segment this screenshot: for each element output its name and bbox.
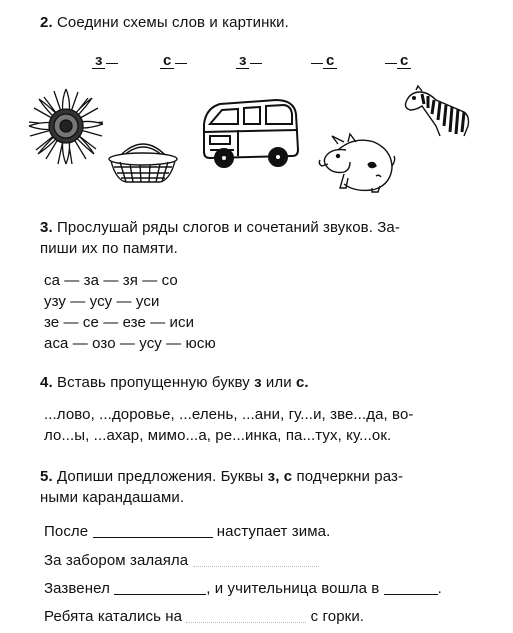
task5-heading — [40, 468, 403, 485]
scheme-letter: з — [236, 54, 249, 69]
scheme-1 — [92, 52, 118, 69]
scheme-line — [250, 63, 262, 64]
zebra-icon — [402, 86, 472, 138]
task4-line1: ...лово, ...доровье, ...елень, ...ани, гу...и, зве...да, во- — [44, 406, 414, 423]
sentence-text: Зазвенел — [44, 580, 110, 597]
task4-line2: ло...ы, ...ахар, мимо...а, ре...инка, па...тух, ку...ок. — [44, 427, 392, 444]
scheme-3 — [236, 52, 262, 69]
task5-number: 5. — [40, 468, 53, 485]
sentence-text: . — [437, 580, 442, 597]
task4-title: Вставь пропущенную букву — [57, 374, 255, 391]
task2-heading — [40, 14, 289, 31]
scheme-line — [175, 63, 187, 64]
syllable-row: зе — се — езе — иси — [44, 314, 195, 331]
answer-blank[interactable] — [93, 523, 213, 538]
task4-letter-s: с. — [295, 374, 309, 391]
answer-blank[interactable] — [114, 580, 206, 595]
sunflower-icon — [26, 86, 106, 166]
answer-blank[interactable] — [193, 552, 319, 567]
sentence-text: с горки. — [310, 608, 365, 625]
sentence-text: наступает зима. — [216, 523, 331, 540]
answer-blank[interactable] — [186, 608, 306, 623]
sentence-3 — [44, 580, 442, 597]
scheme-letter: з — [92, 54, 105, 69]
answer-blank[interactable] — [384, 580, 438, 595]
sentence-text: , и учительница вошла в — [206, 580, 380, 597]
scheme-letter: с — [397, 54, 411, 69]
sentence-2 — [44, 552, 319, 569]
scheme-letter: с — [160, 54, 174, 69]
basket-icon — [106, 136, 180, 186]
scheme-line — [106, 63, 118, 64]
sentence-text: За забором залаяла — [44, 552, 189, 569]
syllable-row: са — за — зя — со — [44, 272, 178, 289]
scheme-4 — [310, 52, 337, 69]
task4-title-or: или — [261, 374, 296, 391]
task4-number: 4. — [40, 374, 53, 391]
task3-number: 3. — [40, 219, 53, 236]
scheme-line — [385, 63, 397, 64]
task5-line2: ными карандашами. — [40, 489, 185, 506]
syllable-row: аса — озо — усу — юсю — [44, 335, 216, 352]
task3-heading — [40, 219, 400, 236]
sentence-text: После — [44, 523, 89, 540]
task2-number: 2. — [40, 14, 53, 31]
task5-line1-end: подчеркни раз- — [292, 468, 404, 485]
task4-heading — [40, 374, 309, 391]
task4-letter-z: з — [254, 374, 262, 391]
scheme-line — [311, 63, 323, 64]
sentence-1 — [44, 523, 330, 540]
task5-letters: з, с — [267, 468, 293, 485]
task5-line1: Допиши предложения. Буквы — [57, 468, 268, 485]
scheme-letter: с — [323, 54, 337, 69]
syllable-row: узу — усу — уси — [44, 293, 160, 310]
task3-line1: Прослушай ряды слогов и сочетаний звуков. За- — [57, 219, 400, 236]
task3-line2: пиши их по памяти. — [40, 240, 178, 257]
sentence-4 — [44, 608, 364, 625]
scheme-2 — [160, 52, 187, 69]
task2-text: Соедини схемы слов и картинки. — [57, 14, 289, 31]
scheme-5 — [384, 52, 411, 69]
sentence-text: Ребята катались на — [44, 608, 183, 625]
bus-icon — [198, 94, 302, 170]
pig-icon — [316, 130, 396, 194]
